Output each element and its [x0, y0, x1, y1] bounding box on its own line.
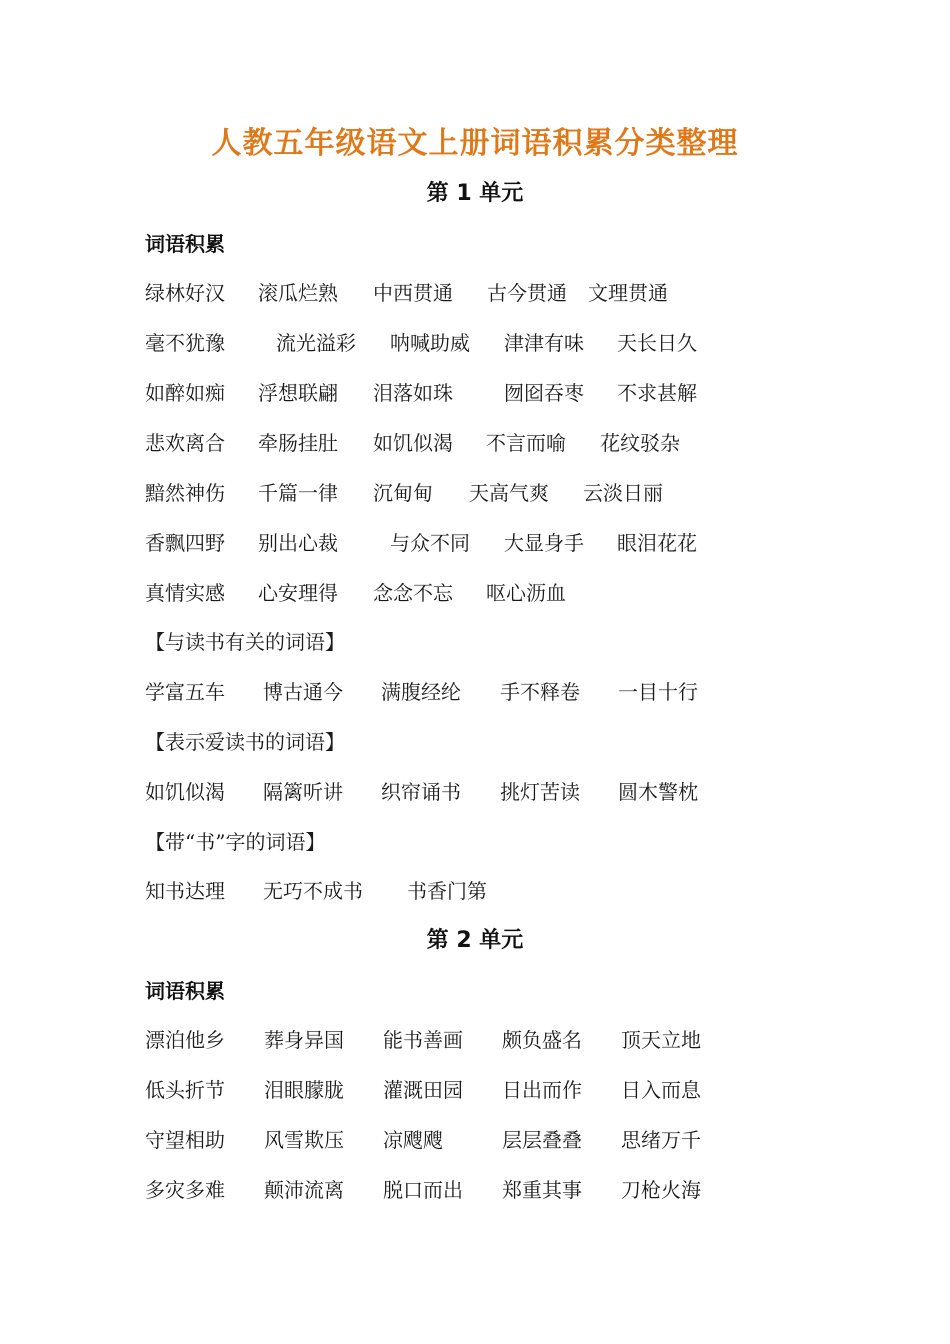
word: 大显身手: [504, 531, 584, 555]
word: 书香门第: [407, 879, 487, 903]
unit-2-word-row-3: [145, 1124, 845, 1154]
word: 毫不犹豫: [145, 331, 225, 355]
word: 凉飕飕: [383, 1128, 443, 1152]
word: 漂泊他乡: [145, 1028, 225, 1052]
unit-1-word-row-6: [145, 527, 845, 557]
word: 圆木警枕: [618, 780, 698, 804]
word: 沉甸甸: [373, 481, 433, 505]
word: 香飘四野: [145, 531, 225, 555]
word: 守望相助: [145, 1128, 225, 1152]
word: 囫囵吞枣: [504, 381, 584, 405]
word: 眼泪花花: [617, 531, 697, 555]
word: 如饥似渴: [145, 780, 225, 804]
word: 如饥似渴: [373, 431, 453, 455]
word: 文理贯通: [588, 281, 668, 305]
category-heading-love-reading: 【表示爱读书的词语】: [145, 730, 345, 754]
word: 隔篱听讲: [263, 780, 343, 804]
unit-2-section-label: 词语积累: [145, 979, 225, 1003]
word: 一目十行: [618, 680, 698, 704]
word: 悲欢离合: [145, 431, 225, 455]
word: 织帘诵书: [381, 780, 461, 804]
word: 不求甚解: [617, 381, 697, 405]
word: 津津有味: [504, 331, 584, 355]
word: 千篇一律: [258, 481, 338, 505]
word: 层层叠叠: [502, 1128, 582, 1152]
word: 学富五车: [145, 680, 225, 704]
word: 不言而喻: [486, 431, 566, 455]
unit-2-heading: 第 2 单元: [426, 928, 524, 953]
unit-1-heading: 第 1 单元: [426, 181, 524, 206]
word: 能书善画: [383, 1028, 463, 1052]
word: 日入而息: [621, 1078, 701, 1102]
word: 多灾多难: [145, 1178, 225, 1202]
word: 挑灯苦读: [500, 780, 580, 804]
unit-2-word-row-2: [145, 1074, 845, 1104]
word: 滚瓜烂熟: [258, 281, 338, 305]
unit-1-reading-words-row: [145, 676, 845, 706]
unit-1-love-reading-words-row: [145, 776, 845, 806]
word: 顶天立地: [621, 1028, 701, 1052]
word: 古今贯通: [487, 281, 567, 305]
word: 颇负盛名: [502, 1028, 582, 1052]
word: 与众不同: [390, 531, 470, 555]
word: 无巧不成书: [263, 879, 363, 903]
unit-2-word-row-1: [145, 1024, 845, 1054]
word: 满腹经纶: [381, 680, 461, 704]
word: 风雪欺压: [264, 1128, 344, 1152]
word: 念念不忘: [373, 581, 453, 605]
page-title: 人教五年级语文上册词语积累分类整理: [211, 126, 739, 161]
unit-1-word-row-5: [145, 477, 845, 507]
word: 泪落如珠: [373, 381, 453, 405]
category-heading-reading: 【与读书有关的词语】: [145, 630, 345, 654]
word: 泪眼朦胧: [264, 1078, 344, 1102]
word: 中西贯通: [373, 281, 453, 305]
unit-2-word-row-4: [145, 1174, 845, 1204]
unit-1-word-row-1: [145, 277, 845, 307]
unit-1-book-char-words-row: [145, 875, 845, 905]
word: 真情实感: [145, 581, 225, 605]
word: 刀枪火海: [621, 1178, 701, 1202]
word: 灌溉田园: [383, 1078, 463, 1102]
word: 手不释卷: [500, 680, 580, 704]
word: 云淡日丽: [583, 481, 663, 505]
word: 浮想联翩: [258, 381, 338, 405]
word: 呕心沥血: [486, 581, 566, 605]
word: 思绪万千: [621, 1128, 701, 1152]
word: 脱口而出: [383, 1178, 463, 1202]
word: 颠沛流离: [264, 1178, 344, 1202]
word: 低头折节: [145, 1078, 225, 1102]
unit-1-word-row-2: [145, 327, 845, 357]
word: 心安理得: [258, 581, 338, 605]
word: 别出心裁: [258, 531, 338, 555]
category-heading-book-char: 【带“书”字的词语】: [145, 830, 326, 854]
word: 天高气爽: [469, 481, 549, 505]
word: 牵肠挂肚: [258, 431, 338, 455]
unit-1-word-row-4: [145, 427, 845, 457]
word: 葬身异国: [264, 1028, 344, 1052]
unit-1-section-label: 词语积累: [145, 232, 225, 256]
word: 绿林好汉: [145, 281, 225, 305]
word: 流光溢彩: [276, 331, 356, 355]
word: 博古通今: [263, 680, 343, 704]
word: 知书达理: [145, 879, 225, 903]
unit-1-word-row-3: [145, 377, 845, 407]
word: 天长日久: [617, 331, 697, 355]
word: 呐喊助威: [390, 331, 470, 355]
word: 黯然神伤: [145, 481, 225, 505]
word: 日出而作: [502, 1078, 582, 1102]
word: 如醉如痴: [145, 381, 225, 405]
word: 花纹驳杂: [600, 431, 680, 455]
unit-1-word-row-7: [145, 577, 845, 607]
word: 郑重其事: [502, 1178, 582, 1202]
